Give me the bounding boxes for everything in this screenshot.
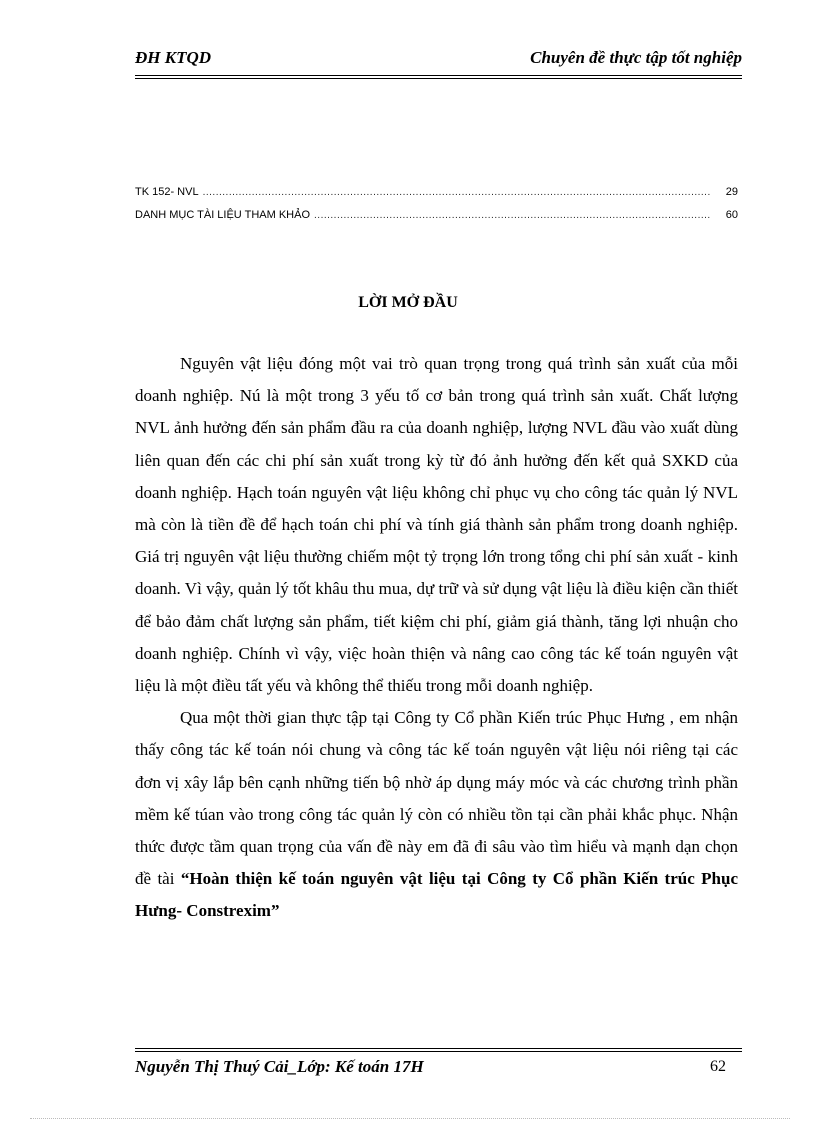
page-header bbox=[135, 48, 742, 74]
paragraph-internship bbox=[135, 702, 738, 927]
toc-entry-label: DANH MỤC TÀI LIỆU THAM KHẢO bbox=[135, 209, 311, 221]
page-number: 62 bbox=[710, 1058, 726, 1075]
header-rule-secondary bbox=[135, 78, 742, 79]
toc-entry-label: TK 152- NVL bbox=[135, 186, 199, 198]
toc-dot-leader bbox=[203, 187, 710, 198]
section-title: LỜI MỞ ĐẦU bbox=[358, 294, 458, 311]
paragraph-intro: Nguyên vật liệu đóng một vai trò quan trọng trong quá trình sản xuất của mỗi doanh nghiệp. Nú là một trong 3 yếu tố cơ bản trong quá trình sản xuất. Chất lượng NVL ảnh hưởng đến sản phẩm đầu ra của doanh nghiệp, lượng NVL đầu vào xuất dùng liên quan đến các chi phí sản xuất trong kỳ từ đó ảnh hưởng đến kết quả SXKD của doanh nghiệp. Hạch toán nguyên vật liệu không chỉ phục vụ cho công tác quản lý NVL mà còn là tiền đề để hạch toán chi phí và tính giá thành sản phẩm trong doanh nghiệp. Giá trị nguyên vật liệu thường chiếm một tỷ trọng lớn trong tổng chi phí sản xuất - kinh doanh. Vì vậy, quản lý tốt khâu thu mua, dự trữ và sử dụng vật liệu là điều kiện cần thiết để bảo đảm chất lượng sản phẩm, tiết kiệm chi phí, giảm giá thành, tăng lợi nhuận cho doanh nghiệp. Chính vì vậy, việc hoàn thiện và nâng cao công tác kế toán nguyên vật liệu là một điều tất yếu và không thể thiếu trong mỗi doanh nghiệp. bbox=[135, 354, 738, 696]
header-document-type: Chuyên đề thực tập tốt nghiệp bbox=[530, 48, 742, 67]
toc-entry-page: 60 bbox=[725, 209, 738, 221]
header-university: ĐH KTQD bbox=[135, 48, 212, 67]
table-of-contents bbox=[135, 186, 738, 232]
footer-rule bbox=[135, 1048, 742, 1049]
page-bottom-border bbox=[30, 1118, 790, 1119]
footer-author: Nguyễn Thị Thuý Cải_Lớp: Kế toán 17H bbox=[135, 1057, 424, 1076]
toc-entry-page: 29 bbox=[725, 186, 738, 198]
body-text bbox=[135, 348, 738, 928]
thesis-topic: “Hoàn thiện kế toán nguyên vật liệu tại Công ty Cổ phần Kiến trúc Phục Hưng- Constrexim” bbox=[135, 869, 738, 921]
footer-rule-secondary bbox=[135, 1051, 742, 1052]
header-rule bbox=[135, 75, 742, 76]
toc-entry bbox=[135, 209, 738, 232]
toc-dot-leader bbox=[314, 210, 710, 221]
toc-entry bbox=[135, 186, 738, 209]
paragraph-internship-text: Qua một thời gian thực tập tại Công ty Cổ phần Kiến trúc Phục Hưng , em nhận thấy công tác kế toán nói chung và công tác kế toán nguyên vật liệu nói riêng tại các đơn vị xây lắp bên cạnh những tiến bộ nhờ áp dụng máy móc và các chương trình phần mềm kế túan vào trong công tác quản lý còn có nhiều tồn tại cần phải khắc phục. Nhận thức được tầm quan trọng của vấn đề này em đã đi sâu vào tìm hiểu và mạnh dạn chọn đề tài bbox=[135, 708, 738, 889]
